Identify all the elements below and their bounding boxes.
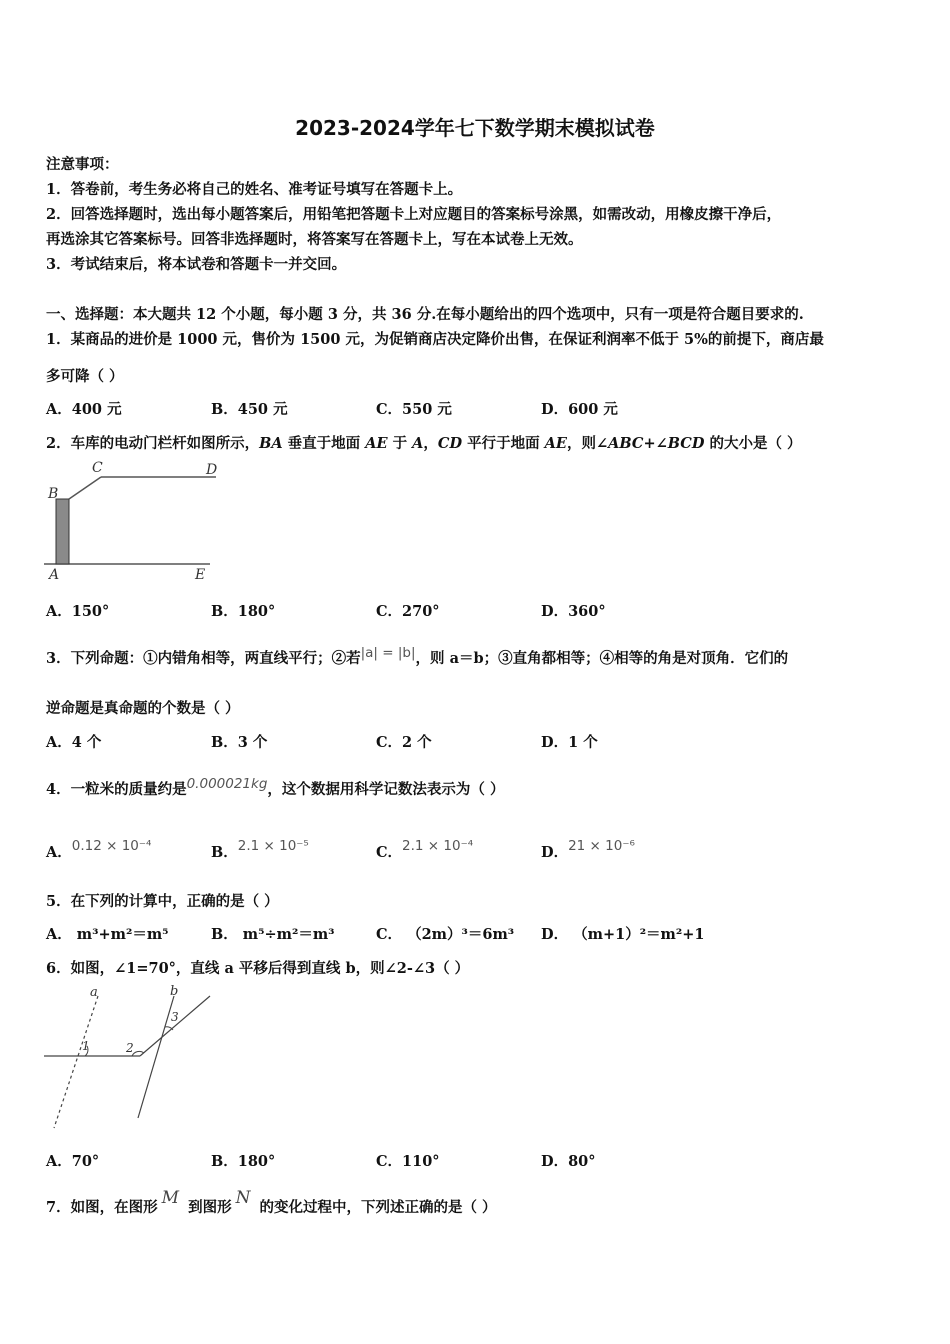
- notice-heading: 注意事项：: [46, 156, 119, 173]
- q1-line2: 多可降（ ）: [46, 368, 124, 385]
- gate-figure: [44, 458, 224, 584]
- q3-formula: |a| = |b|: [360, 645, 416, 661]
- q1-option-d: D．600 元: [541, 401, 618, 418]
- page-title: 2023-2024学年七下数学期末模拟试卷: [295, 116, 655, 140]
- q3-option-b: B．3 个: [211, 734, 268, 751]
- q7-stem: 7．如图，在图形 M 到图形 N 的变化过程中，下列述正确的是（ ）: [46, 1188, 497, 1216]
- q3-line2: 逆命题是真命题的个数是（ ）: [46, 700, 240, 717]
- q2-option-c: C．270°: [376, 603, 440, 620]
- q6-option-c: C．110°: [376, 1153, 440, 1170]
- q7-math-m: M: [161, 1188, 180, 1208]
- q1-option-b: B．450 元: [211, 401, 288, 418]
- label-angle-3: 3: [171, 1010, 179, 1024]
- label-d: D: [206, 462, 218, 478]
- label-angle-1: 1: [82, 1039, 90, 1053]
- q4-option-b: B．2.1 × 10⁻⁵: [211, 838, 309, 861]
- q3-option-d: D．1 个: [541, 734, 598, 751]
- label-b: B: [48, 486, 59, 502]
- q3-line1: 3．下列命题：①内错角相等，两直线平行；②若|a| = |b|，则 a＝b；③直角都相等；④相等的角是对顶角．它们的: [46, 645, 789, 667]
- notice-item: 再选涂其它答案标号。回答非选择题时，将答案写在答题卡上，写在本试卷上无效。: [46, 231, 583, 248]
- q5-option-d: D． （m+1）²＝m²+1: [541, 926, 705, 943]
- q5-option-a: A． m³+m²＝m⁵: [46, 926, 169, 943]
- q6-option-a: A．70°: [46, 1153, 100, 1170]
- notice-item: 3．考试结束后，将本试卷和答题卡一并交回。: [46, 256, 347, 273]
- q2-stem: 2．车库的电动门栏杆如图所示，BA 垂直于地面 AE 于 A，CD 平行于地面 AE，则∠ABC+∠BCD 的大小是（ ）: [46, 435, 802, 452]
- q6-option-b: B．180°: [211, 1153, 276, 1170]
- section-heading: 一、选择题：本大题共 12 个小题，每小题 3 分，共 36 分.在每小题给出的四个选项中，只有一项是符合题目要求的.: [46, 306, 804, 323]
- q2-option-b: B．180°: [211, 603, 276, 620]
- q2-option-d: D．360°: [541, 603, 606, 620]
- label-angle-2: 2: [126, 1041, 134, 1055]
- q3-option-a: A．4 个: [46, 734, 102, 751]
- q5-option-c: C． （2m）³＝6m³: [376, 926, 515, 943]
- q4-option-a: A．0.12 × 10⁻⁴: [46, 838, 152, 861]
- q4-formula: 0.000021kg: [186, 776, 268, 792]
- label-a: A: [49, 567, 60, 583]
- q4-option-c: C．2.1 × 10⁻⁴: [376, 838, 474, 861]
- q3-option-c: C．2 个: [376, 734, 432, 751]
- label-e: E: [195, 567, 206, 583]
- q4-stem: 4．一粒米的质量约是0.000021kg，这个数据用科学记数法表示为（ ）: [46, 776, 505, 798]
- q1-option-a: A．400 元: [46, 401, 122, 418]
- label-line-b: b: [170, 984, 179, 999]
- q5-stem: 5．在下列的计算中，正确的是（ ）: [46, 893, 279, 910]
- notice-item: 2．回答选择题时，选出每小题答案后，用铅笔把答题卡上对应题目的答案标号涂黑，如需改动，用橡皮擦干净后，: [46, 206, 782, 223]
- translation-figure: [44, 984, 219, 1134]
- label-c: C: [92, 460, 103, 476]
- q4-option-d: D．21 × 10⁻⁶: [541, 838, 635, 861]
- label-line-a: a: [90, 985, 98, 1000]
- q7-math-n: N: [235, 1188, 251, 1208]
- q6-stem: 6．如图，∠1=70°，直线 a 平移后得到直线 b，则∠2-∠3（ ）: [46, 960, 470, 977]
- q6-option-d: D．80°: [541, 1153, 596, 1170]
- q5-option-b: B． m⁵÷m²＝m³: [211, 926, 335, 943]
- notice-item: 1．答卷前，考生务必将自己的姓名、准考证号填写在答题卡上。: [46, 181, 463, 198]
- q1-option-c: C．550 元: [376, 401, 452, 418]
- q2-option-a: A．150°: [46, 603, 110, 620]
- q1-line1: 1．某商品的进价是 1000 元，售价为 1500 元，为促销商店决定降价出售，在保证利润率不低于 5%的前提下，商店最: [46, 331, 824, 348]
